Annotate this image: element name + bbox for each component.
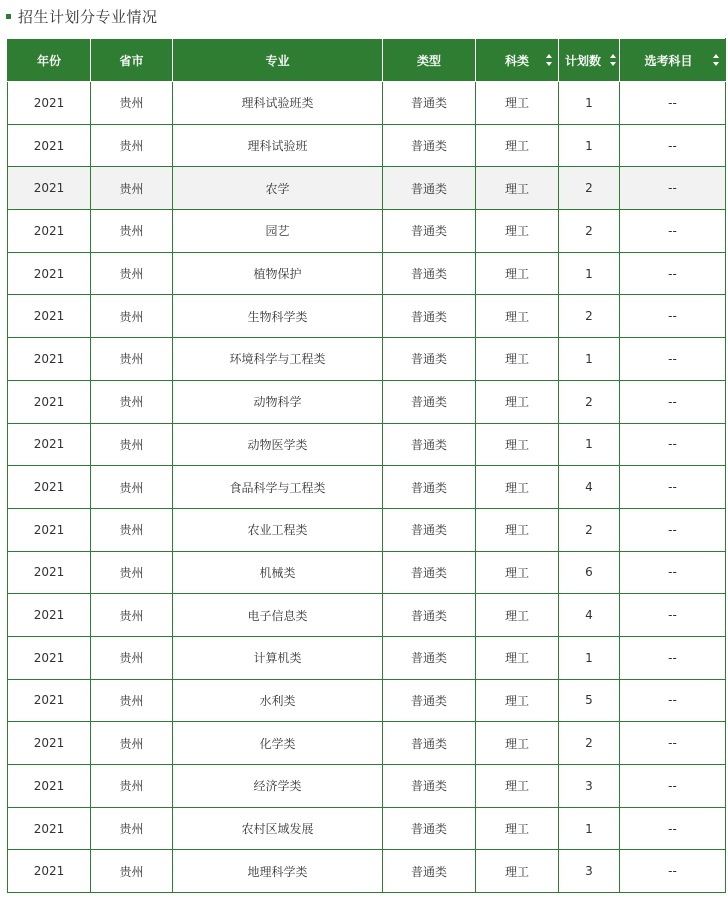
section-marker-icon <box>6 14 11 19</box>
cell-year: 2021 <box>8 679 91 722</box>
cell-type: 普通类 <box>383 636 476 679</box>
cell-plan-count: 4 <box>559 594 620 637</box>
cell-elective-subjects: -- <box>620 380 726 423</box>
cell-subject-category: 理工 <box>476 722 559 765</box>
cell-elective-subjects: -- <box>620 338 726 381</box>
table-row <box>8 338 726 381</box>
cell-type: 普通类 <box>383 295 476 338</box>
cell-subject-category: 理工 <box>476 252 559 295</box>
cell-type: 普通类 <box>383 466 476 509</box>
cell-plan-count: 2 <box>559 508 620 551</box>
cell-major: 电子信息类 <box>173 594 383 637</box>
cell-major: 农业工程类 <box>173 508 383 551</box>
cell-type: 普通类 <box>383 594 476 637</box>
cell-plan-count: 4 <box>559 466 620 509</box>
cell-year: 2021 <box>8 380 91 423</box>
cell-province: 贵州 <box>91 722 173 765</box>
cell-plan-count: 1 <box>559 423 620 466</box>
cell-major: 农学 <box>173 167 383 210</box>
column-header-province: 省市 <box>91 39 173 82</box>
cell-plan-count: 3 <box>559 850 620 893</box>
cell-subject-category: 理工 <box>476 82 559 125</box>
cell-type: 普通类 <box>383 765 476 808</box>
column-header-type: 类型 <box>383 39 476 82</box>
cell-year: 2021 <box>8 167 91 210</box>
cell-province: 贵州 <box>91 765 173 808</box>
cell-plan-count: 2 <box>559 722 620 765</box>
cell-year: 2021 <box>8 636 91 679</box>
table-row <box>8 765 726 808</box>
cell-elective-subjects: -- <box>620 82 726 125</box>
table-row <box>8 210 726 253</box>
column-header-elective-subjects[interactable]: 选考科目 <box>620 39 726 82</box>
cell-province: 贵州 <box>91 167 173 210</box>
table-row <box>8 167 726 210</box>
cell-province: 贵州 <box>91 82 173 125</box>
table-row <box>8 551 726 594</box>
cell-plan-count: 1 <box>559 252 620 295</box>
cell-year: 2021 <box>8 807 91 850</box>
cell-year: 2021 <box>8 508 91 551</box>
cell-type: 普通类 <box>383 210 476 253</box>
cell-type: 普通类 <box>383 423 476 466</box>
cell-major: 理科试验班类 <box>173 82 383 125</box>
cell-province: 贵州 <box>91 636 173 679</box>
cell-province: 贵州 <box>91 807 173 850</box>
cell-plan-count: 2 <box>559 295 620 338</box>
cell-type: 普通类 <box>383 551 476 594</box>
cell-year: 2021 <box>8 466 91 509</box>
cell-subject-category: 理工 <box>476 380 559 423</box>
cell-province: 贵州 <box>91 210 173 253</box>
sort-icon[interactable] <box>545 54 552 66</box>
cell-type: 普通类 <box>383 82 476 125</box>
cell-type: 普通类 <box>383 380 476 423</box>
cell-type: 普通类 <box>383 722 476 765</box>
table-row <box>8 679 726 722</box>
cell-subject-category: 理工 <box>476 338 559 381</box>
cell-province: 贵州 <box>91 594 173 637</box>
cell-plan-count: 1 <box>559 82 620 125</box>
cell-major: 化学类 <box>173 722 383 765</box>
cell-province: 贵州 <box>91 252 173 295</box>
table-row <box>8 423 726 466</box>
cell-type: 普通类 <box>383 124 476 167</box>
cell-major: 园艺 <box>173 210 383 253</box>
cell-year: 2021 <box>8 551 91 594</box>
cell-year: 2021 <box>8 82 91 125</box>
table-row <box>8 466 726 509</box>
cell-type: 普通类 <box>383 679 476 722</box>
table-row <box>8 850 726 893</box>
cell-major: 动物科学 <box>173 380 383 423</box>
cell-plan-count: 1 <box>559 636 620 679</box>
cell-province: 贵州 <box>91 295 173 338</box>
cell-elective-subjects: -- <box>620 252 726 295</box>
column-header-major: 专业 <box>173 39 383 82</box>
cell-elective-subjects: -- <box>620 765 726 808</box>
cell-year: 2021 <box>8 423 91 466</box>
cell-plan-count: 1 <box>559 807 620 850</box>
cell-year: 2021 <box>8 252 91 295</box>
cell-major: 生物科学类 <box>173 295 383 338</box>
table-row <box>8 380 726 423</box>
cell-elective-subjects: -- <box>620 508 726 551</box>
cell-elective-subjects: -- <box>620 722 726 765</box>
cell-year: 2021 <box>8 338 91 381</box>
table-row <box>8 636 726 679</box>
table-row <box>8 722 726 765</box>
cell-elective-subjects: -- <box>620 636 726 679</box>
cell-major: 理科试验班 <box>173 124 383 167</box>
cell-elective-subjects: -- <box>620 423 726 466</box>
cell-subject-category: 理工 <box>476 423 559 466</box>
column-header-subject-category[interactable]: 科类 <box>476 39 559 82</box>
cell-province: 贵州 <box>91 679 173 722</box>
cell-major: 经济学类 <box>173 765 383 808</box>
table-row <box>8 82 726 125</box>
cell-elective-subjects: -- <box>620 679 726 722</box>
cell-year: 2021 <box>8 210 91 253</box>
cell-type: 普通类 <box>383 850 476 893</box>
cell-province: 贵州 <box>91 338 173 381</box>
cell-elective-subjects: -- <box>620 594 726 637</box>
cell-major: 农村区域发展 <box>173 807 383 850</box>
cell-major: 计算机类 <box>173 636 383 679</box>
cell-elective-subjects: -- <box>620 124 726 167</box>
cell-subject-category: 理工 <box>476 508 559 551</box>
cell-province: 贵州 <box>91 124 173 167</box>
cell-subject-category: 理工 <box>476 551 559 594</box>
table-header-row <box>8 39 726 82</box>
table-body <box>8 82 726 893</box>
cell-subject-category: 理工 <box>476 295 559 338</box>
cell-major: 动物医学类 <box>173 423 383 466</box>
cell-subject-category: 理工 <box>476 210 559 253</box>
cell-plan-count: 5 <box>559 679 620 722</box>
cell-elective-subjects: -- <box>620 210 726 253</box>
cell-elective-subjects: -- <box>620 295 726 338</box>
cell-subject-category: 理工 <box>476 765 559 808</box>
table-row <box>8 295 726 338</box>
cell-year: 2021 <box>8 765 91 808</box>
cell-year: 2021 <box>8 850 91 893</box>
cell-elective-subjects: -- <box>620 850 726 893</box>
cell-subject-category: 理工 <box>476 807 559 850</box>
cell-year: 2021 <box>8 722 91 765</box>
cell-year: 2021 <box>8 594 91 637</box>
cell-major: 机械类 <box>173 551 383 594</box>
table-row <box>8 807 726 850</box>
cell-subject-category: 理工 <box>476 167 559 210</box>
cell-elective-subjects: -- <box>620 551 726 594</box>
table-row <box>8 124 726 167</box>
table-row <box>8 508 726 551</box>
cell-plan-count: 2 <box>559 380 620 423</box>
cell-type: 普通类 <box>383 167 476 210</box>
cell-province: 贵州 <box>91 423 173 466</box>
cell-province: 贵州 <box>91 551 173 594</box>
cell-major: 水利类 <box>173 679 383 722</box>
cell-type: 普通类 <box>383 252 476 295</box>
cell-province: 贵州 <box>91 850 173 893</box>
cell-major: 地理科学类 <box>173 850 383 893</box>
cell-plan-count: 1 <box>559 124 620 167</box>
cell-subject-category: 理工 <box>476 850 559 893</box>
cell-elective-subjects: -- <box>620 807 726 850</box>
section-title: 招生计划分专业情况 <box>18 7 158 26</box>
cell-plan-count: 3 <box>559 765 620 808</box>
cell-major: 环境科学与工程类 <box>173 338 383 381</box>
cell-year: 2021 <box>8 295 91 338</box>
cell-major: 食品科学与工程类 <box>173 466 383 509</box>
cell-elective-subjects: -- <box>620 466 726 509</box>
cell-province: 贵州 <box>91 466 173 509</box>
cell-year: 2021 <box>8 124 91 167</box>
cell-major: 植物保护 <box>173 252 383 295</box>
cell-subject-category: 理工 <box>476 466 559 509</box>
column-header-year: 年份 <box>8 39 91 82</box>
table-row <box>8 594 726 637</box>
sort-icon[interactable] <box>712 54 719 66</box>
cell-plan-count: 2 <box>559 210 620 253</box>
column-header-plan-count[interactable]: 计划数 <box>559 39 620 82</box>
cell-elective-subjects: -- <box>620 167 726 210</box>
cell-type: 普通类 <box>383 807 476 850</box>
cell-type: 普通类 <box>383 508 476 551</box>
section-header <box>6 2 158 30</box>
cell-plan-count: 1 <box>559 338 620 381</box>
cell-subject-category: 理工 <box>476 594 559 637</box>
cell-plan-count: 6 <box>559 551 620 594</box>
cell-type: 普通类 <box>383 338 476 381</box>
cell-subject-category: 理工 <box>476 636 559 679</box>
cell-province: 贵州 <box>91 508 173 551</box>
cell-plan-count: 2 <box>559 167 620 210</box>
sort-icon[interactable] <box>609 54 616 66</box>
cell-subject-category: 理工 <box>476 679 559 722</box>
admission-plan-table <box>7 38 726 893</box>
table-row <box>8 252 726 295</box>
cell-subject-category: 理工 <box>476 124 559 167</box>
cell-province: 贵州 <box>91 380 173 423</box>
